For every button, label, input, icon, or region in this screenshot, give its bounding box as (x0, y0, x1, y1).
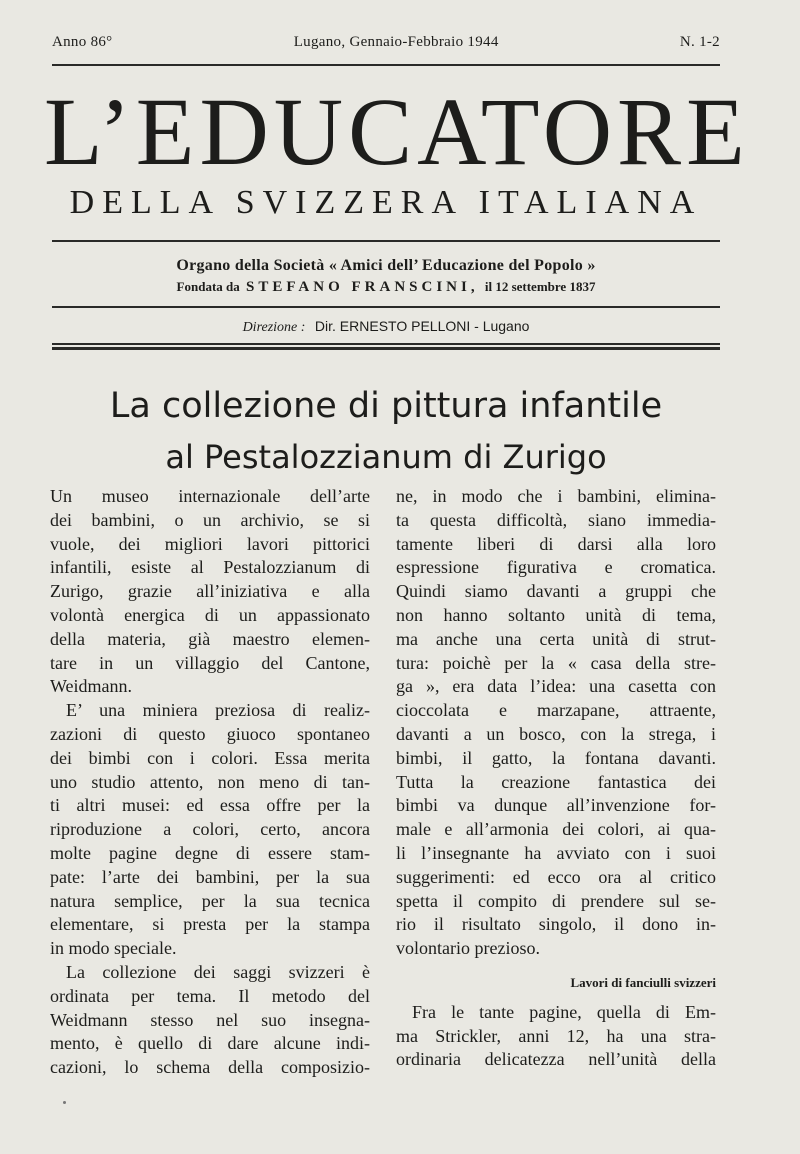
text-line: riproduzione a colori, certo, ancora (50, 819, 370, 840)
text-line: natura semplice, per la sua tecnica (50, 890, 370, 911)
organ-rule (52, 306, 720, 308)
left-column (50, 485, 370, 1080)
text-line: Weidmann stesso nel suo insegna- (50, 1009, 370, 1030)
page-speck (63, 1101, 66, 1104)
text-line: vuole, dei migliori lavori pittorici (50, 533, 370, 554)
text-line: ordinata per tema. Il metodo del (50, 985, 370, 1006)
text-line: davanti a un bosco, con la strega, i (396, 723, 716, 744)
text-line: dei bambini, o un archivio, se si (50, 509, 370, 530)
direction-rule-top (52, 343, 720, 345)
text-line: della materia, già maestro elemen- (50, 628, 370, 649)
founded-line (52, 279, 720, 296)
founded-prefix: Fondata da (176, 279, 240, 294)
text-line: Weidmann. (50, 676, 133, 697)
issue-number: N. 1-2 (679, 34, 720, 50)
text-line: espressione figurativa e cromatica. (396, 557, 716, 578)
organ-line: Organo della Società « Amici dell’ Educazione del Popolo » (176, 257, 596, 274)
text-line: non hanno soltanto unità di tema, (396, 604, 716, 625)
right-column-text (396, 485, 716, 961)
text-line: tamente liberi di darsi alla loro (396, 533, 716, 554)
text-line: ta questa difficoltà, siano immedia- (396, 509, 716, 530)
right-column-continued (396, 1001, 716, 1072)
text-line: bimbi va dunque all’invenzione for- (396, 795, 716, 816)
masthead-title: L’EDUCATORE (44, 78, 750, 185)
text-line: ne, in modo che i bambini, elimina- (396, 486, 716, 506)
text-line: uno studio attento, non meno di tan- (50, 771, 370, 792)
right-column (396, 485, 716, 1072)
text-line: spetta il compito di prendere sul se- (396, 890, 716, 911)
text-line: Quindi siamo davanti a gruppi che (396, 581, 716, 602)
masthead-rule (52, 240, 720, 242)
text-line: E’ una miniera preziosa di realiz- (66, 700, 370, 721)
text-line: ti altri musei: ed essa offre per la (50, 795, 370, 816)
header-rule (52, 64, 720, 66)
founder-name: STEFANO FRANSCINI, (246, 279, 479, 295)
text-line: male e all’armonia dei colori, ai qua- (396, 819, 716, 840)
director-name: Dir. ERNESTO PELLONI - Lugano (314, 318, 530, 334)
text-line: Fra le tante pagine, quella di Em- (412, 1001, 716, 1022)
text-line: infantili, esiste al Pestalozzianum di (50, 557, 370, 578)
direction-label: Direzione : (242, 320, 306, 335)
text-line: ga », era data l’idea: una casetta con (396, 676, 716, 697)
text-line: tare in un villaggio del Cantone, (50, 652, 370, 673)
direction-rule-bottom (52, 347, 720, 350)
text-line: La collezione dei saggi svizzeri è (66, 961, 370, 982)
masthead-subtitle: DELLA SVIZZERA ITALIANA (69, 184, 703, 221)
volume-number: Anno 86° (52, 34, 113, 50)
text-line: molte pagine degne di essere stam- (50, 842, 370, 863)
text-line: li l’insegnante ha avviato con i suoi (396, 842, 716, 863)
text-line: rio il risultato singolo, il dono in- (396, 914, 716, 935)
text-line: volontario prezioso. (396, 938, 540, 959)
section-subheading: Lavori di fanciulli svizzeri (570, 974, 716, 990)
direction-line (52, 318, 720, 336)
text-line: volontà energica di un appassionato (50, 604, 370, 625)
text-line: Un museo internazionale dell’arte (50, 486, 370, 506)
text-line: Tutta la creazione fantastica dei (396, 771, 716, 792)
text-line: in modo speciale. (50, 938, 177, 959)
text-line: suggerimenti: ed ecco ora al critico (396, 866, 716, 887)
text-line: ma anche una certa unità di strut- (396, 628, 716, 649)
text-line: dei bimbi con i colori. Essa merita (50, 747, 370, 768)
article-title-line1: La collezione di pittura infantile (109, 386, 663, 426)
text-line: ordinaria delicatezza nell’unità della (396, 1049, 716, 1070)
text-line: cazioni, lo schema della composizio- (50, 1057, 370, 1078)
text-line: Zurigo, grazie all’iniziativa e alla (50, 581, 370, 602)
text-line: pate: l’arte dei bambini, per la sua (50, 866, 370, 887)
issue-header (52, 34, 720, 51)
article-title-line2: al Pestalozzianum di Zurigo (165, 438, 607, 476)
text-line: ma Strickler, anni 12, ha una stra- (396, 1025, 716, 1046)
text-line: zazioni di questo giuoco spontaneo (50, 723, 370, 744)
text-line: elementare, si presta per la stampa (50, 914, 370, 935)
place-date: Lugano, Gennaio-Febbraio 1944 (293, 34, 499, 50)
text-line: tura: poichè per la « casa della stre- (396, 652, 716, 673)
text-line: mento, è quello di dare alcune indi- (50, 1033, 370, 1054)
text-line: cioccolata e marzapane, attraente, (396, 700, 716, 721)
founded-date: il 12 settembre 1837 (484, 279, 596, 294)
text-line: bimbi, il gatto, la fontana davanti. (396, 747, 716, 768)
